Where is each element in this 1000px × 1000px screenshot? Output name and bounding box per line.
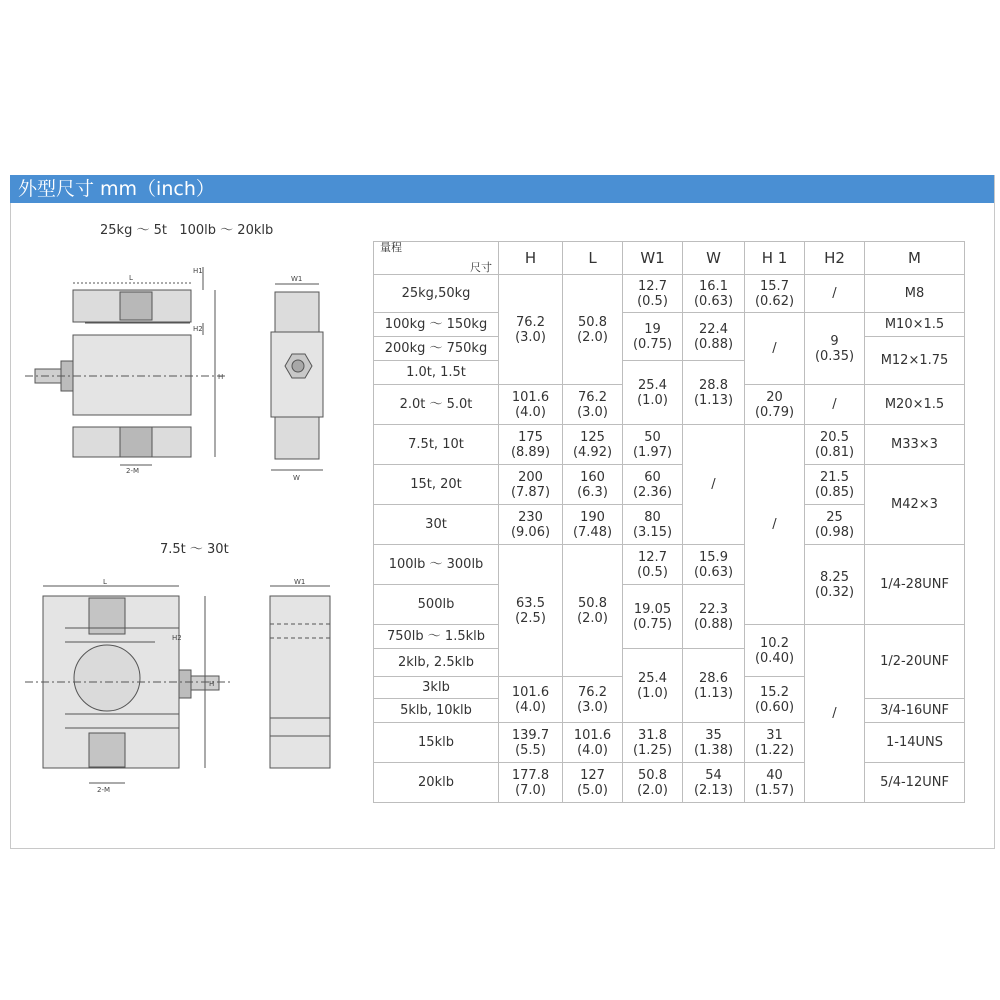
cell-M: M8 <box>865 275 965 313</box>
range-cell: 750lb ～ 1.5klb <box>374 625 499 649</box>
range-cell: 1.0t, 1.5t <box>374 361 499 385</box>
cell-H2: / <box>805 385 865 425</box>
section-header: 外型尺寸 mm（inch） <box>10 175 994 203</box>
cell-H2: 20.5 (0.81) <box>805 425 865 465</box>
cell-W: 35 (1.38) <box>683 723 745 763</box>
cell-L: 76.2 (3.0) <box>563 385 623 425</box>
col-header-L: L <box>563 242 623 275</box>
cell-W: / <box>683 425 745 545</box>
cell-W: 22.3 (0.88) <box>683 585 745 649</box>
cell-H1: 40 (1.57) <box>745 763 805 803</box>
dim-label-H: H <box>218 373 224 381</box>
cell-H: 175 (8.89) <box>499 425 563 465</box>
col-header-H2: H2 <box>805 242 865 275</box>
cell-L: 125 (4.92) <box>563 425 623 465</box>
caption-bottom-drawing: 7.5t ～ 30t <box>160 542 229 557</box>
cell-H1: 10.2 (0.40) <box>745 625 805 677</box>
col-header-M: M <box>865 242 965 275</box>
range-cell: 15t, 20t <box>374 465 499 505</box>
dim-label-L-large: L <box>103 578 107 586</box>
cell-H2: 21.5 (0.85) <box>805 465 865 505</box>
table-corner-header <box>374 242 499 275</box>
cell-L: 127 (5.0) <box>563 763 623 803</box>
cell-L: 50.8 (2.0) <box>563 275 623 385</box>
cell-W: 28.6 (1.13) <box>683 649 745 723</box>
range-cell: 30t <box>374 505 499 545</box>
cell-H: 139.7 (5.5) <box>499 723 563 763</box>
cell-W1: 19.05 (0.75) <box>623 585 683 649</box>
cell-H1: 31 (1.22) <box>745 723 805 763</box>
range-cell: 100lb ～ 300lb <box>374 545 499 585</box>
cell-H2: 8.25 (0.32) <box>805 545 865 625</box>
col-header-W1: W1 <box>623 242 683 275</box>
cell-M: 3/4-16UNF <box>865 699 965 723</box>
dim-label-thread: 2-M <box>126 467 140 475</box>
cell-W1: 12.7 (0.5) <box>623 545 683 585</box>
dim-label-H2-large: H2 <box>172 634 182 642</box>
cell-W: 15.9 (0.63) <box>683 545 745 585</box>
cell-L: 76.2 (3.0) <box>563 677 623 723</box>
cell-M: M10×1.5 <box>865 313 965 337</box>
cell-M: M33×3 <box>865 425 965 465</box>
range-cell: 100kg ～ 150kg <box>374 313 499 337</box>
cell-W: 28.8 (1.13) <box>683 361 745 425</box>
range-cell: 7.5t, 10t <box>374 425 499 465</box>
dim-label-W: W <box>293 474 300 482</box>
cell-M: 1-14UNS <box>865 723 965 763</box>
cell-W1: 80 (3.15) <box>623 505 683 545</box>
cell-H2: / <box>805 625 865 803</box>
dim-label-H1: H1 <box>193 267 203 275</box>
cell-H2: 9 (0.35) <box>805 313 865 385</box>
range-cell: 5klb, 10klb <box>374 699 499 723</box>
dim-label-L: L <box>129 274 133 282</box>
cell-W1: 25.4 (1.0) <box>623 649 683 723</box>
cell-H: 101.6 (4.0) <box>499 677 563 723</box>
cell-H: 200 (7.87) <box>499 465 563 505</box>
cell-W1: 50.8 (2.0) <box>623 763 683 803</box>
cell-W1: 60 (2.36) <box>623 465 683 505</box>
dim-label-W1-large: W1 <box>294 578 306 586</box>
load-cell-side-view-large <box>262 578 337 778</box>
range-cell: 25kg,50kg <box>374 275 499 313</box>
cell-H: 63.5 (2.5) <box>499 545 563 677</box>
cell-M: 1/2-20UNF <box>865 625 965 699</box>
cell-H1: / <box>745 313 805 385</box>
cell-W: 22.4 (0.88) <box>683 313 745 361</box>
dim-label-H2: H2 <box>193 325 203 333</box>
load-cell-side-view-small <box>265 270 330 485</box>
cell-W1: 12.7 (0.5) <box>623 275 683 313</box>
dim-label-thread-large: 2-M <box>97 786 111 794</box>
corner-label-range: 量程 <box>380 241 402 254</box>
load-cell-front-view-large <box>25 578 240 803</box>
cell-H2: 25 (0.98) <box>805 505 865 545</box>
caption-top-drawing: 25kg ～ 5t 100lb ～ 20klb <box>100 223 274 238</box>
range-cell: 20klb <box>374 763 499 803</box>
cell-W1: 50 (1.97) <box>623 425 683 465</box>
cell-H1: 15.2 (0.60) <box>745 677 805 723</box>
dimension-table <box>373 241 965 803</box>
range-cell: 2.0t ～ 5.0t <box>374 385 499 425</box>
load-cell-front-view-small <box>25 255 235 485</box>
cell-W: 54 (2.13) <box>683 763 745 803</box>
cell-W1: 25.4 (1.0) <box>623 361 683 425</box>
cell-W1: 19 (0.75) <box>623 313 683 361</box>
cell-H1: 15.7 (0.62) <box>745 275 805 313</box>
range-cell: 200kg ～ 750kg <box>374 337 499 361</box>
col-header-H1: H 1 <box>745 242 805 275</box>
cell-L: 190 (7.48) <box>563 505 623 545</box>
range-cell: 3klb <box>374 677 499 699</box>
cell-H2: / <box>805 275 865 313</box>
dim-label-W1: W1 <box>291 275 303 283</box>
cell-H1: / <box>745 425 805 625</box>
cell-M: M42×3 <box>865 465 965 545</box>
cell-H1: 20 (0.79) <box>745 385 805 425</box>
cell-H: 177.8 (7.0) <box>499 763 563 803</box>
cell-H: 230 (9.06) <box>499 505 563 545</box>
dim-label-H-large: H <box>209 680 215 688</box>
cell-H: 76.2 (3.0) <box>499 275 563 385</box>
cell-M: M12×1.75 <box>865 337 965 385</box>
cell-H: 101.6 (4.0) <box>499 385 563 425</box>
col-header-H: H <box>499 242 563 275</box>
range-cell: 500lb <box>374 585 499 625</box>
cell-W1: 31.8 (1.25) <box>623 723 683 763</box>
cell-M: 5/4-12UNF <box>865 763 965 803</box>
corner-label-dimension: 尺寸 <box>470 261 492 274</box>
cell-L: 50.8 (2.0) <box>563 545 623 677</box>
range-cell: 15klb <box>374 723 499 763</box>
cell-L: 160 (6.3) <box>563 465 623 505</box>
range-cell: 2klb, 2.5klb <box>374 649 499 677</box>
cell-M: M20×1.5 <box>865 385 965 425</box>
col-header-W: W <box>683 242 745 275</box>
cell-M: 1/4-28UNF <box>865 545 965 625</box>
cell-W: 16.1 (0.63) <box>683 275 745 313</box>
cell-L: 101.6 (4.0) <box>563 723 623 763</box>
